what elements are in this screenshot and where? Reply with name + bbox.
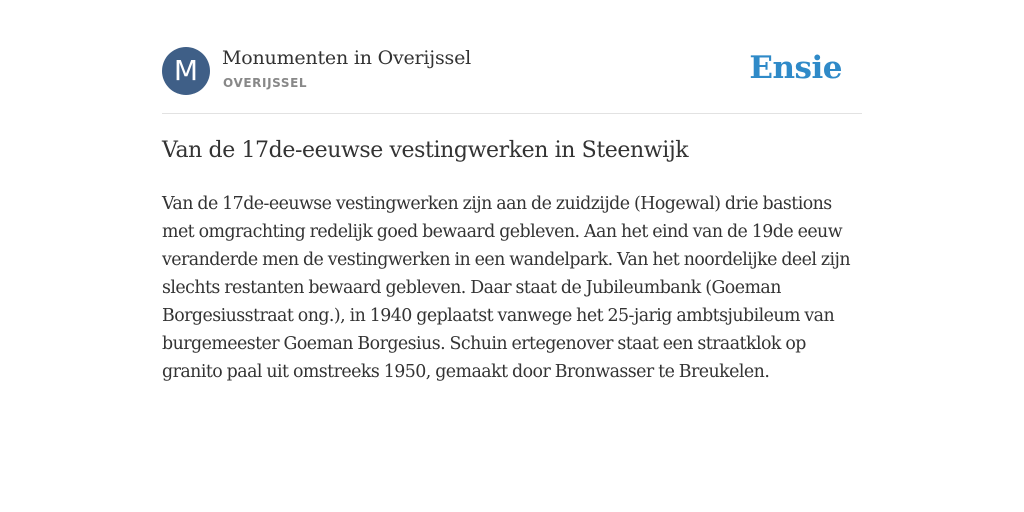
site-title-link[interactable]: Monumenten in Overijssel [222, 47, 472, 69]
page-container [162, 44, 862, 382]
header [162, 44, 862, 98]
site-subtitle: OVERIJSSEL [223, 76, 308, 90]
brand-logo[interactable]: Ensie [749, 50, 842, 86]
article-body: Van de 17de-eeuwse vestingwerken zijn aan de zuidzijde (Hogewal) drie bastions met omgrachting redelijk goed bewaard gebleven. Aan het eind van de 19de eeuw veranderde men de vestingwerken in een wandelpark. Van het noordelijke deel zijn slechts restanten bewaard gebleven. Daar staat de Jubileumbank (Goeman Borgesiusstraat ong.), in 1940 geplaatst vanwege het 25-jarig ambtsjubileum van burgemeester Goeman Borgesius. Schuin ertegenover staat een straatklok op granito paal uit omstreeks 1950, gemaakt door Bronwasser te Breukelen. [162, 194, 851, 382]
divider [162, 113, 862, 114]
article-title: Van de 17de-eeuwse vestingwerken in Steenwijk [162, 138, 689, 163]
avatar[interactable]: M [162, 47, 210, 95]
